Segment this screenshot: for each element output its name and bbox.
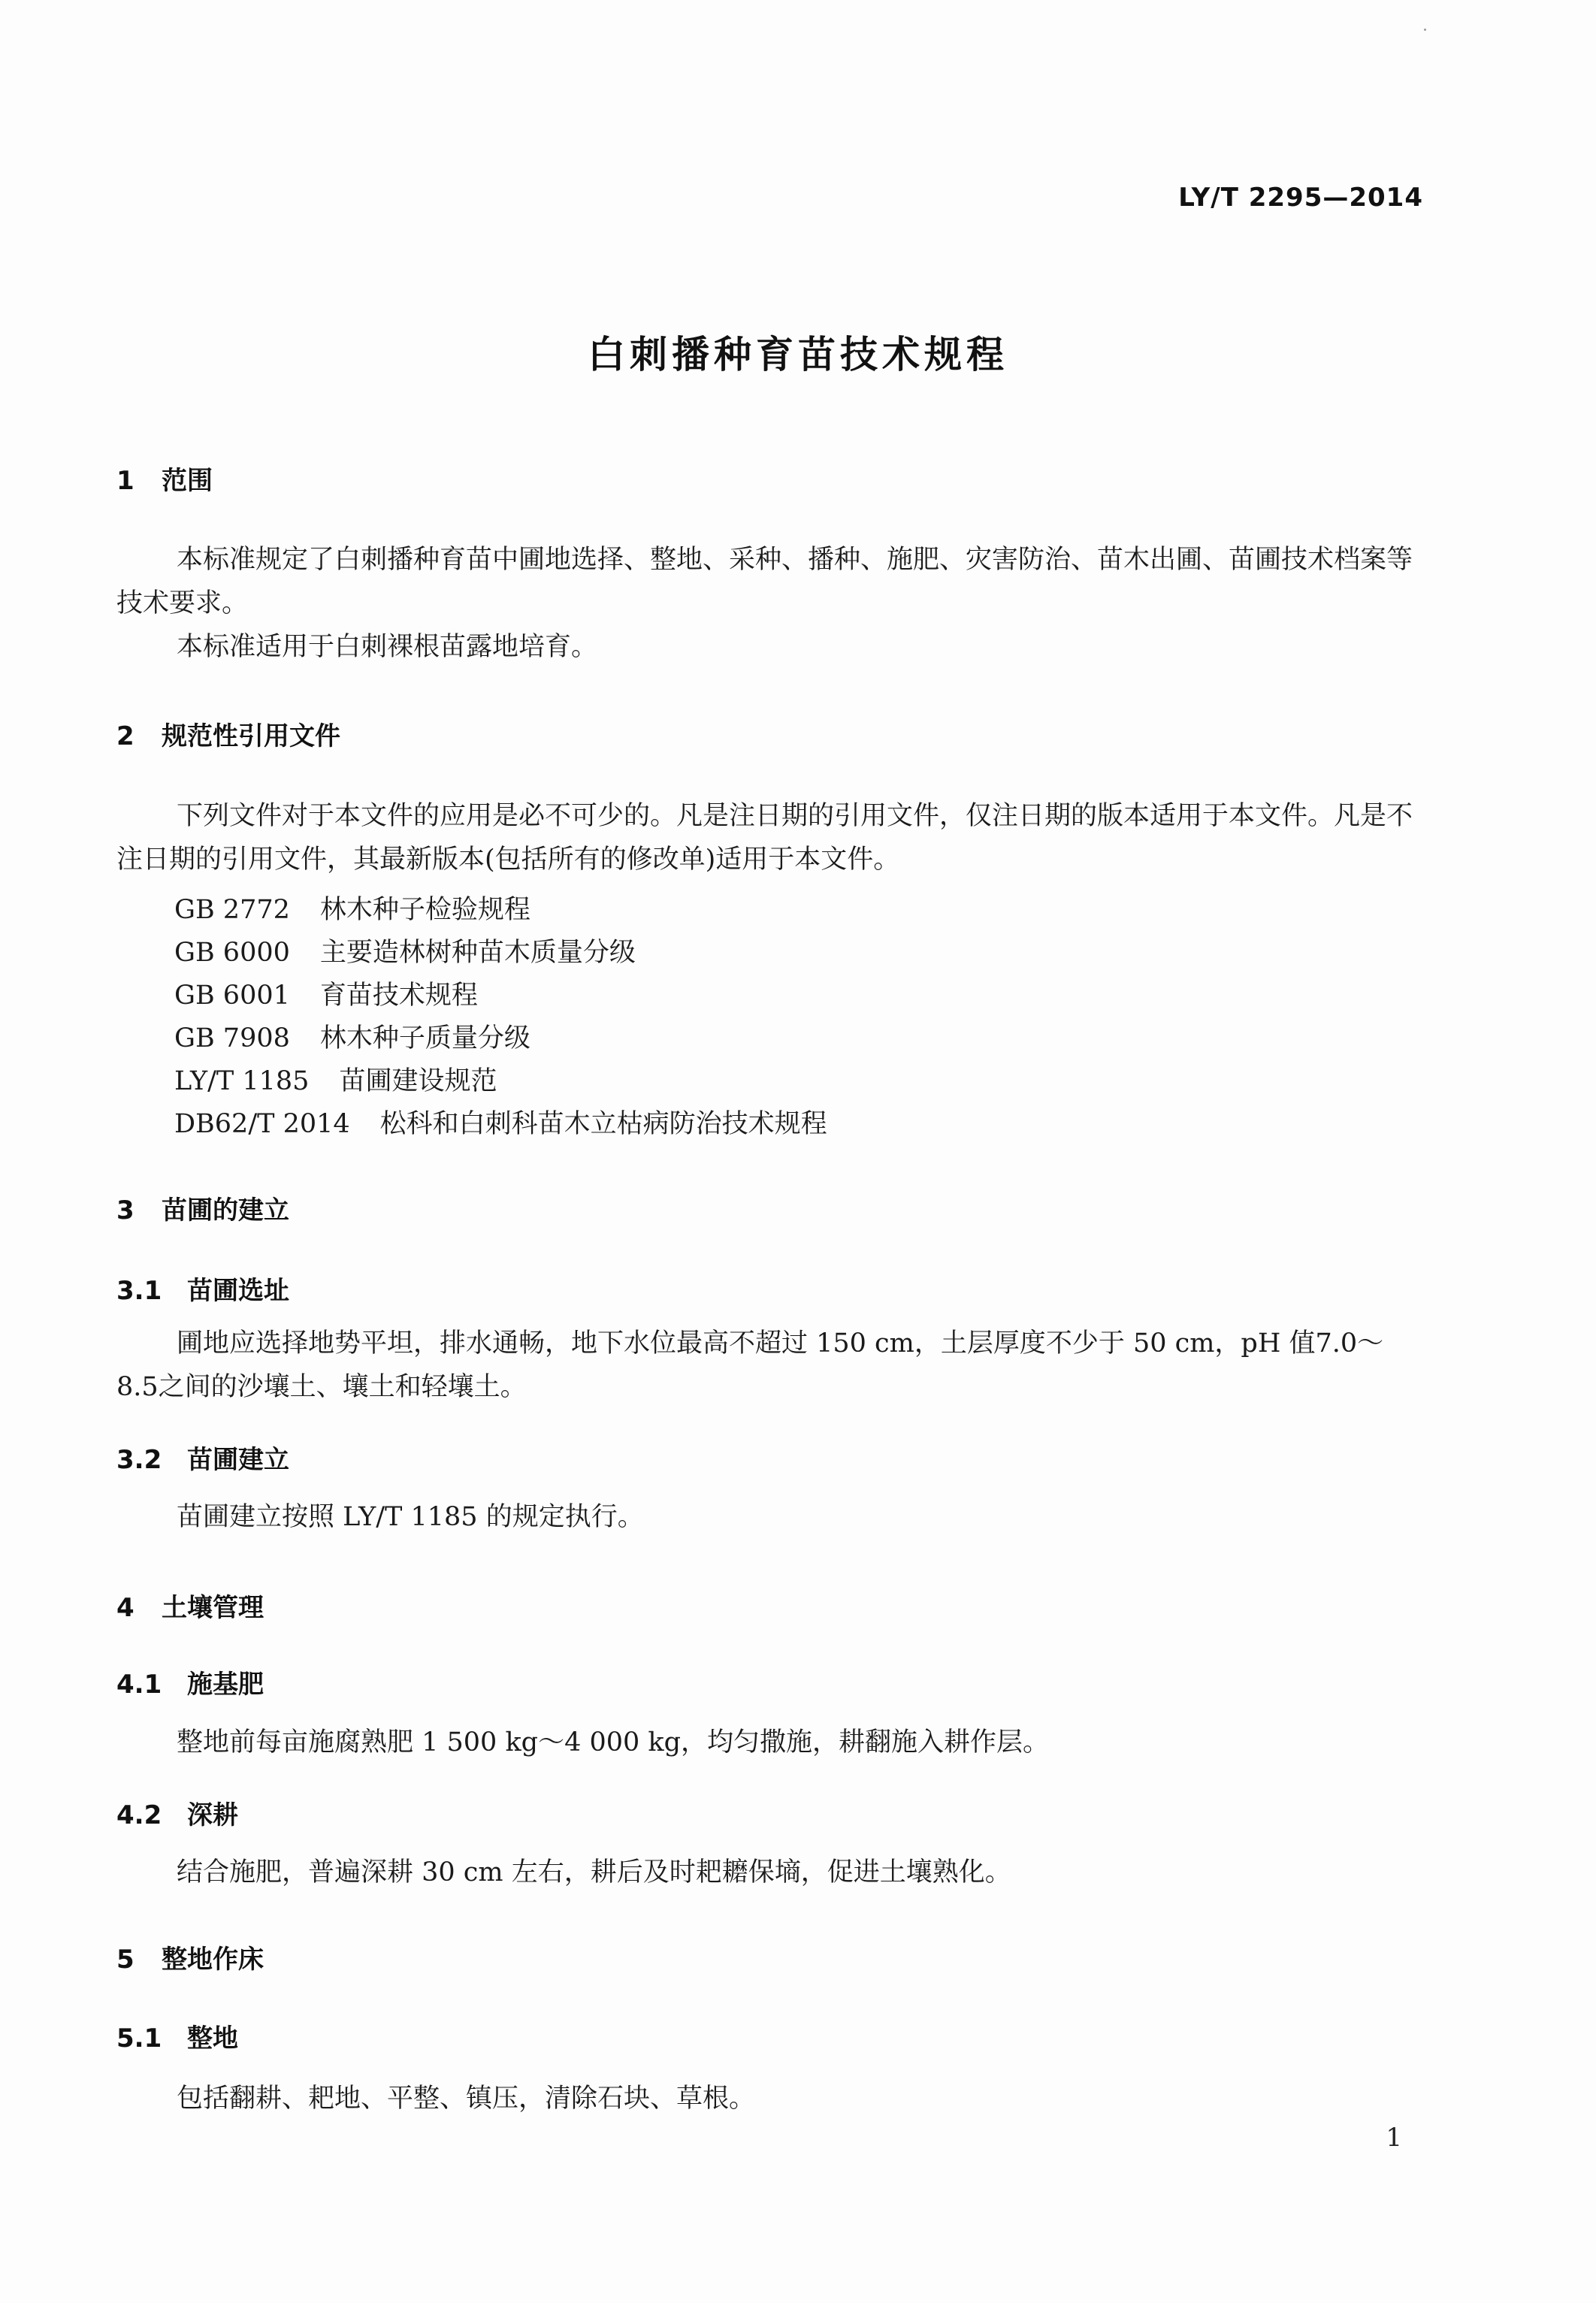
subsection-number: 3.2 [116,1445,162,1475]
standard-code: LY/T 2295—2014 [1178,183,1423,213]
paragraph: 结合施肥，普遍深耕 30 cm 左右，耕后及时耙耱保墒，促进土壤熟化。 [177,1857,1011,1887]
subsection-heading-5-1 [116,2017,238,2054]
section-number: 2 [116,721,135,751]
page-number: 1 [1386,2123,1402,2153]
paragraph: 下列文件对于本文件的应用是必不可少的。凡是注日期的引用文件，仅注日期的版本适用于本文件。凡是不注日期的引用文件，其最新版本(包括所有的修改单)适用于本文件。 [116,801,1413,875]
reference-item [174,1017,530,1055]
subsection-number: 5.1 [116,2023,162,2054]
subsection-number: 4.2 [116,1800,162,1830]
section-heading-5 [116,1939,264,1975]
subsection-number: 3.1 [116,1276,162,1306]
subsection-heading-3-2 [116,1439,289,1476]
reference-code: LY/T 1185 [174,1066,310,1096]
reference-item [174,1060,497,1098]
section-heading-2 [116,715,340,752]
reference-name: 松科和白刺科苗木立枯病防治技术规程 [379,1109,827,1139]
paragraph: 圃地应选择地势平坦，排水通畅，地下水位最高不超过 150 cm，土层厚度不少于 50 cm，pH 值7.0～8.5之间的沙壤土、壤土和轻壤土。 [116,1328,1384,1402]
subsection-title: 整地 [187,2023,238,2054]
section-title: 整地作床 [162,1945,264,1975]
reference-name: 林木种子检验规程 [319,895,530,925]
reference-name: 主要造林树种苗木质量分级 [319,938,636,968]
section-number: 4 [116,1593,135,1623]
section-number: 1 [116,466,135,496]
section-title: 苗圃的建立 [162,1195,289,1226]
subsection-number: 4.1 [116,1670,162,1700]
section-title: 土壤管理 [162,1593,264,1623]
paragraph: 本标准适用于白刺裸根苗露地培育。 [177,632,598,662]
reference-name: 育苗技术规程 [319,981,478,1011]
paragraph: 苗圃建立按照 LY/T 1185 的规定执行。 [177,1502,644,1532]
subsection-title: 施基肥 [187,1670,264,1700]
scan-speck [1424,29,1426,31]
reference-item [174,1103,827,1141]
subsection-heading-3-1 [116,1270,289,1307]
section-number: 3 [116,1195,135,1226]
section-heading-3 [116,1189,289,1226]
subsection-heading-4-1 [116,1664,264,1700]
reference-name: 苗圃建设规范 [339,1066,497,1096]
section-title: 规范性引用文件 [162,721,340,751]
section-heading-4 [116,1587,264,1624]
paragraph: 本标准规定了白刺播种育苗中圃地选择、整地、采种、播种、施肥、灾害防治、苗木出圃、苗圃技术档案等技术要求。 [116,545,1413,618]
subsection-title: 深耕 [187,1800,238,1830]
subsection-heading-4-2 [116,1794,238,1831]
reference-code: GB 6001 [174,981,290,1011]
reference-item [174,975,478,1012]
paragraph: 包括翻耕、耙地、平整、镇压，清除石块、草根。 [177,2084,756,2114]
reference-item [174,889,530,926]
section-title: 范围 [162,466,213,496]
section-heading-1 [116,460,213,497]
subsection-title: 苗圃建立 [187,1445,289,1475]
reference-code: GB 6000 [174,938,290,968]
subsection-title: 苗圃选址 [187,1276,289,1306]
document-title: 白刺播种育苗技术规程 [588,333,1008,376]
reference-code: GB 7908 [174,1023,290,1053]
reference-code: GB 2772 [174,895,290,925]
reference-name: 林木种子质量分级 [319,1023,530,1053]
reference-item [174,932,636,969]
paragraph: 整地前每亩施腐熟肥 1 500 kg～4 000 kg，均匀撒施，耕翻施入耕作层。 [177,1727,1050,1757]
reference-code: DB62/T 2014 [174,1109,350,1139]
section-number: 5 [116,1945,135,1975]
